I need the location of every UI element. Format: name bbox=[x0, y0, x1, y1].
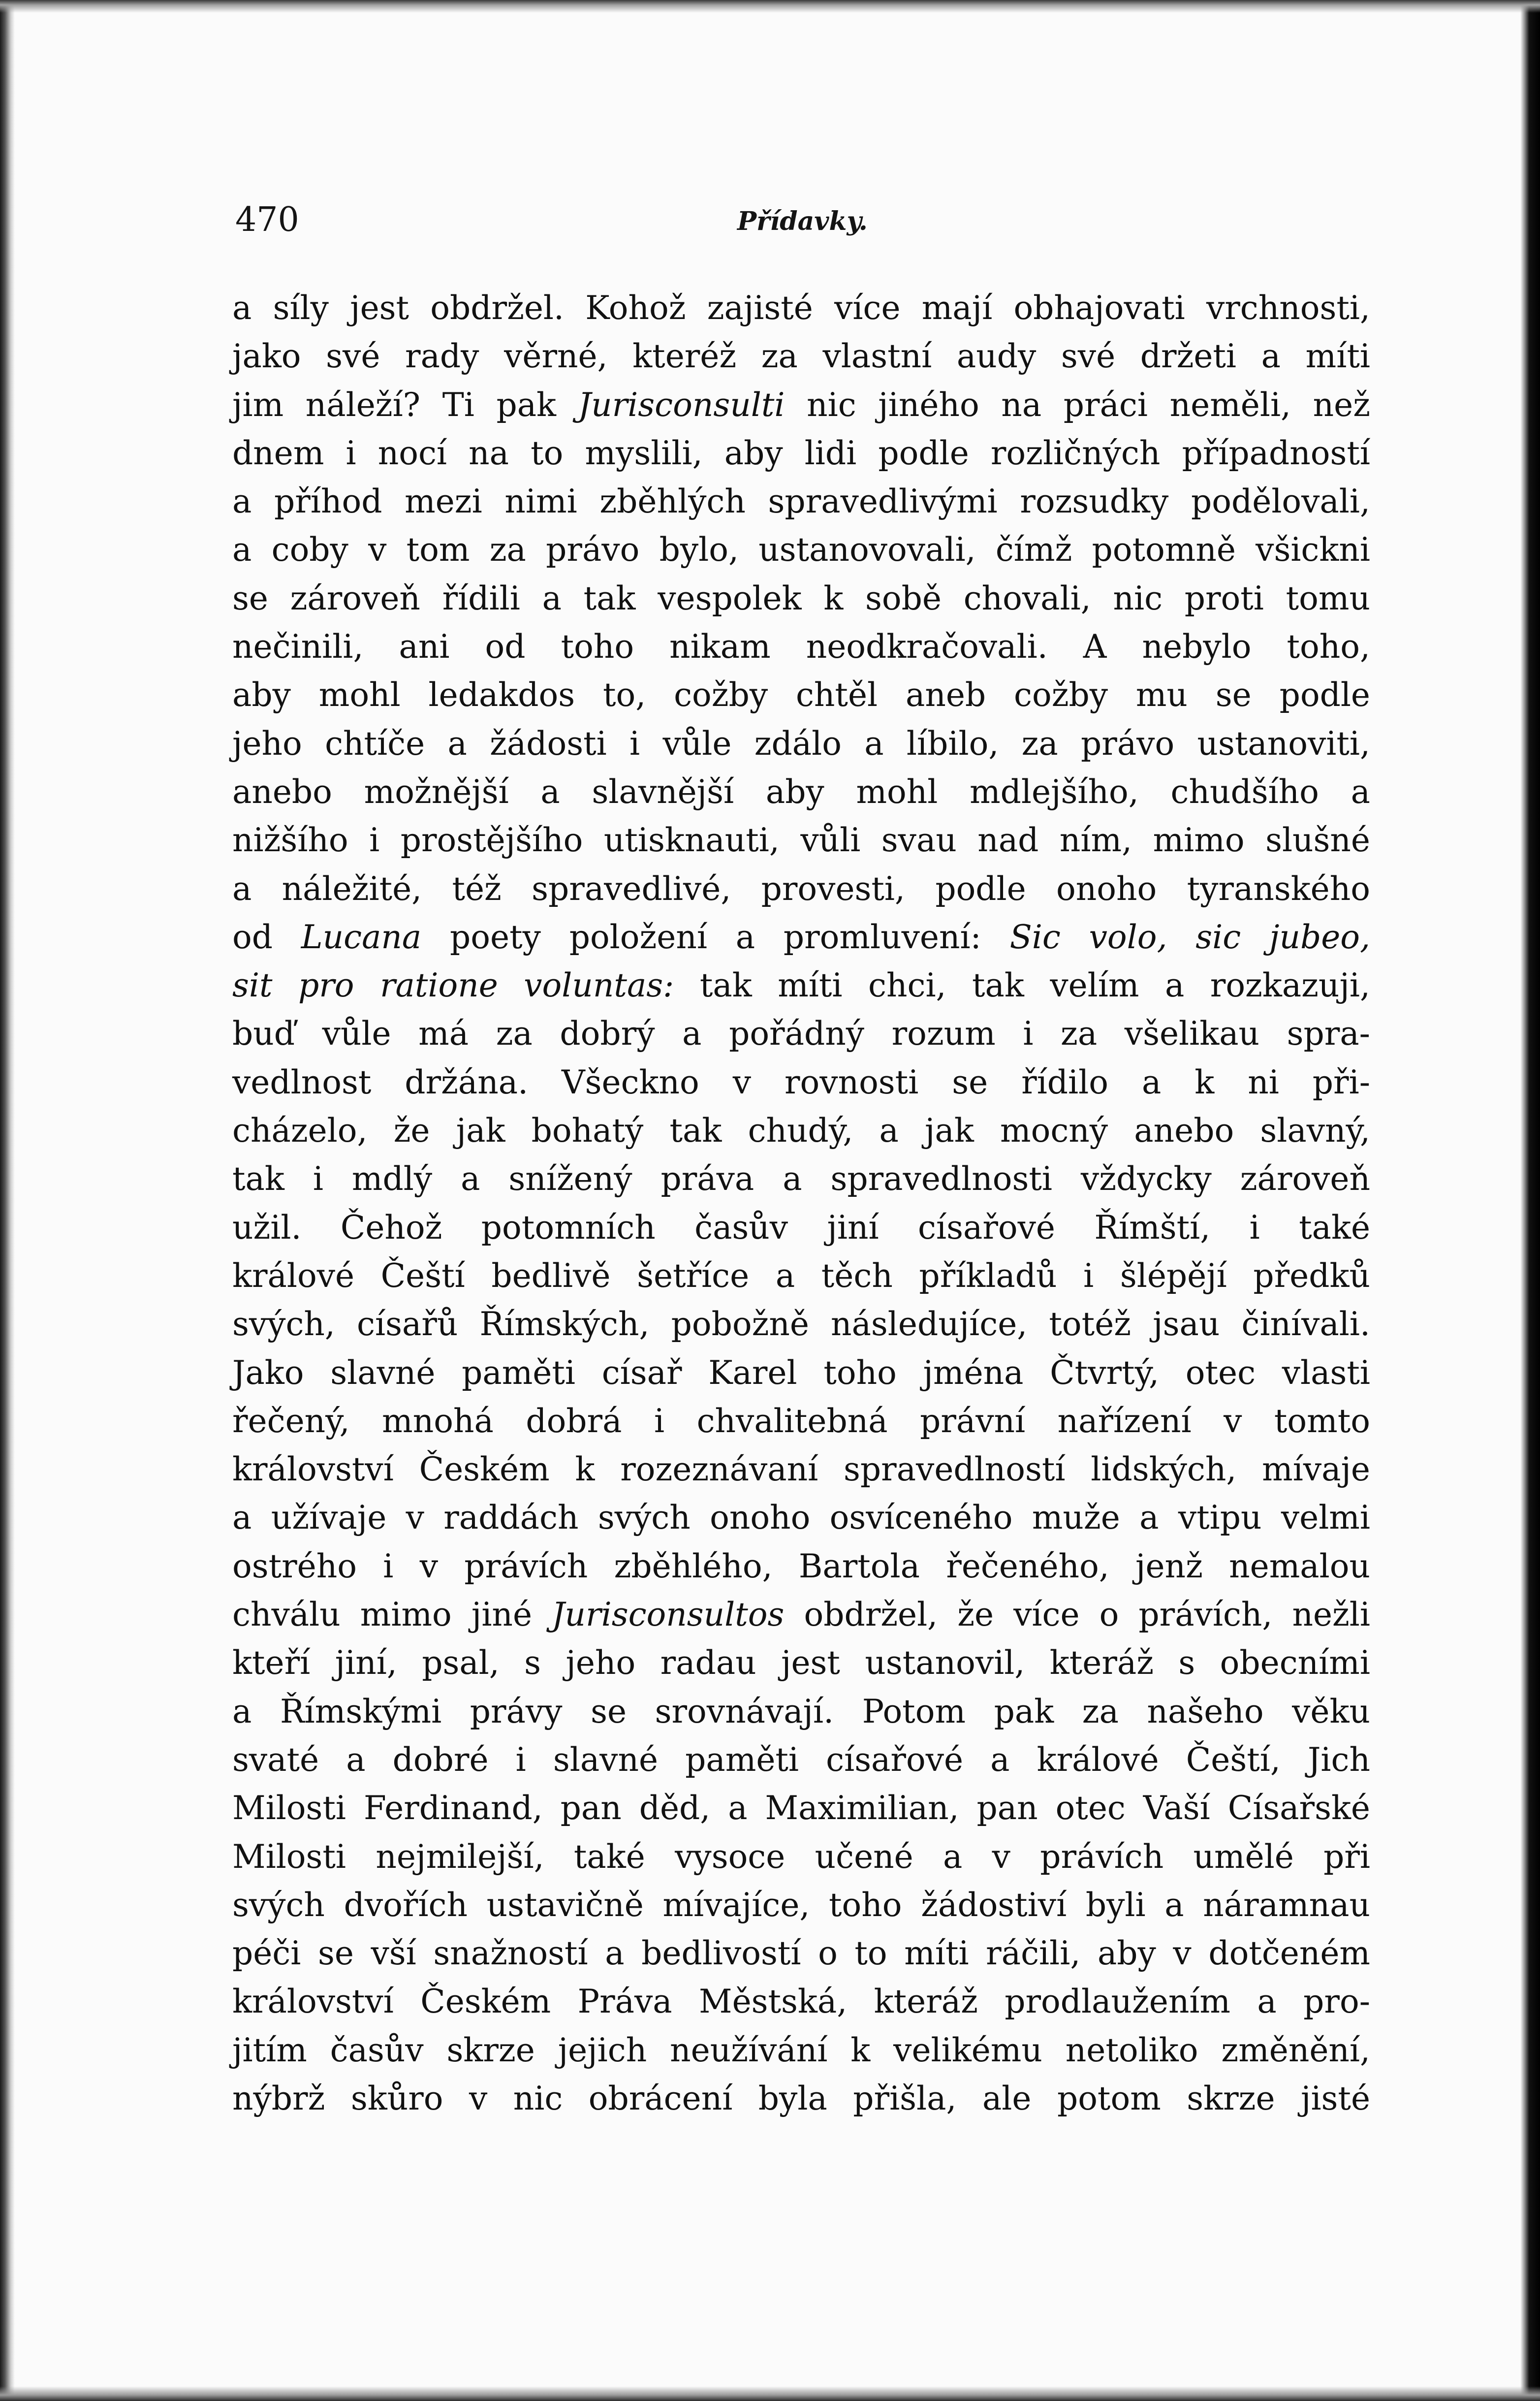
text-line bbox=[232, 1929, 1370, 1978]
text-line bbox=[232, 1300, 1370, 1348]
text-segment: království Českém k rozeznávaní spravedlností lidských, mívaje bbox=[232, 1450, 1370, 1489]
text-line bbox=[232, 429, 1370, 478]
text-segment: a příhod mezi nimi zběhlých spravedlivými rozsudky podělovali, bbox=[232, 482, 1370, 521]
text-segment: tak míti chci, tak velím a rozkazuji, bbox=[674, 966, 1370, 1005]
text-segment: svých, císařů Římských, pobožně následujíce, totéž jsau činívali. bbox=[232, 1305, 1370, 1344]
text-segment: užil. Čehož potomních časův jiní císařové Římští, i také bbox=[232, 1208, 1370, 1247]
text-line bbox=[232, 332, 1370, 381]
text-segment: vedlnost držána. Všeckno v rovnosti se řídilo a k ni při- bbox=[232, 1063, 1370, 1101]
text-segment: nižšího i prostějšího utisknauti, vůli svau nad ním, mimo slušné bbox=[232, 821, 1370, 860]
scan-edge-left bbox=[0, 0, 15, 2401]
text-segment: a užívaje v raddách svých onoho osvíceného muže a vtipu velmi bbox=[232, 1499, 1370, 1537]
text-line bbox=[232, 671, 1370, 719]
text-segment: Milosti Ferdinand, pan děd, a Maximilian, pan otec Vaší Císařské bbox=[232, 1789, 1370, 1827]
text-line bbox=[232, 1058, 1370, 1107]
text-segment: kteří jiní, psal, s jeho radau jest ustanovil, kteráž s obecními bbox=[232, 1644, 1370, 1682]
text-segment: království Českém Práva Městská, kteráž prodlaužením a pro- bbox=[232, 1983, 1370, 2021]
text-segment: a coby v tom za právo bylo, ustanovovali, čímž potomně všickni bbox=[232, 531, 1370, 569]
text-line bbox=[232, 478, 1370, 526]
text-segment: svých dvořích ustavičně mívajíce, toho žádostiví byli a náramnau bbox=[232, 1886, 1370, 1924]
scan-edge-bottom bbox=[0, 2386, 1540, 2401]
text-segment: jeho chtíče a žádosti i vůle zdálo a líbilo, za právo ustanoviti, bbox=[232, 724, 1370, 763]
text-segment: dnem i nocí na to myslili, aby lidi podle rozličných případností bbox=[232, 434, 1370, 472]
text-line bbox=[232, 961, 1370, 1010]
text-line bbox=[232, 720, 1370, 768]
text-line bbox=[232, 1397, 1370, 1445]
text-line bbox=[232, 1784, 1370, 1832]
text-segment: a Římskými právy se srovnávají. Potom pak za našeho věku bbox=[232, 1692, 1370, 1730]
text-segment: ostrého i v právích zběhlého, Bartola řečeného, jenž nemalou bbox=[232, 1547, 1370, 1585]
text-segment: jitím časův skrze jejich neužívání k velikému netoliko změnění, bbox=[232, 2031, 1370, 2069]
text-segment: Milosti nejmilejší, také vysoce učené a v právích umělé při bbox=[232, 1837, 1370, 1876]
text-line bbox=[232, 2075, 1370, 2123]
text-segment: péči se vší snažností a bedlivostí o to míti ráčili, aby v dotčeném bbox=[232, 1934, 1370, 1973]
running-head: Přídavky. bbox=[737, 206, 868, 236]
text-line bbox=[232, 1833, 1370, 1881]
text-line bbox=[232, 1445, 1370, 1494]
text-line bbox=[232, 575, 1370, 623]
text-line bbox=[232, 913, 1370, 961]
text-line bbox=[232, 2026, 1370, 2075]
italic-phrase: Sic volo, sic jubeo, bbox=[1009, 918, 1370, 956]
text-line bbox=[232, 1639, 1370, 1687]
text-segment: buď vůle má za dobrý a pořádný rozum i za všelikau spra- bbox=[232, 1015, 1370, 1053]
italic-phrase: Lucana bbox=[301, 918, 422, 956]
text-line bbox=[232, 1881, 1370, 1929]
text-segment: chválu mimo jiné bbox=[232, 1596, 552, 1634]
text-segment: poety položení a promluvení: bbox=[421, 918, 1010, 956]
text-segment: jako své rady věrné, kteréž za vlastní audy své držeti a míti bbox=[232, 337, 1370, 376]
text-line bbox=[232, 1591, 1370, 1639]
text-line bbox=[232, 1736, 1370, 1784]
text-segment: cházelo, že jak bohatý tak chudý, a jak mocný anebo slavný, bbox=[232, 1112, 1370, 1150]
text-line bbox=[232, 768, 1370, 816]
text-line bbox=[232, 1107, 1370, 1155]
text-line bbox=[232, 284, 1370, 332]
text-segment: a síly jest obdržel. Kohož zajisté více mají obhajovati vrchnosti, bbox=[232, 289, 1370, 327]
text-segment: nic jiného na práci neměli, než bbox=[785, 385, 1370, 424]
text-segment: řečený, mnohá dobrá i chvalitebná právní nařízení v tomto bbox=[232, 1402, 1370, 1440]
text-segment: nýbrž skůro v nic obrácení byla přišla, ale potom skrze jisté bbox=[232, 2079, 1370, 2117]
text-line bbox=[232, 381, 1370, 429]
scan-edge-top bbox=[0, 0, 1540, 13]
text-line bbox=[232, 865, 1370, 913]
text-segment: a náležité, též spravedlivé, provesti, podle onoho tyranského bbox=[232, 869, 1370, 908]
italic-phrase: sit pro ratione voluntas: bbox=[232, 966, 674, 1005]
text-segment: se zároveň řídili a tak vespolek k sobě chovali, nic proti tomu bbox=[232, 579, 1370, 617]
text-line bbox=[232, 1688, 1370, 1736]
text-segment: Jako slavné paměti císař Karel toho jména Čtvrtý, otec vlasti bbox=[232, 1353, 1370, 1392]
text-segment: králové Čeští bedlivě šetříce a těch příkladů i šlépějí předků bbox=[232, 1256, 1370, 1295]
body-text bbox=[232, 284, 1370, 2123]
text-segment: tak i mdlý a snížený práva a spravedlnosti vždycky zároveň bbox=[232, 1160, 1370, 1198]
text-segment: aby mohl ledakdos to, cožby chtěl aneb cožby mu se podle bbox=[232, 676, 1370, 714]
page-number: 470 bbox=[235, 200, 299, 239]
text-line bbox=[232, 1494, 1370, 1542]
text-line bbox=[232, 623, 1370, 671]
text-line bbox=[232, 1978, 1370, 2026]
text-line bbox=[232, 1252, 1370, 1300]
italic-phrase: Jurisconsulti bbox=[578, 385, 785, 424]
text-line bbox=[232, 816, 1370, 864]
text-segment: jim náleží? Ti pak bbox=[232, 385, 578, 424]
italic-phrase: Jurisconsultos bbox=[552, 1596, 785, 1634]
text-segment: od bbox=[232, 918, 301, 956]
text-line bbox=[232, 1542, 1370, 1591]
text-segment: obdržel, že více o právích, nežli bbox=[784, 1596, 1371, 1634]
text-line bbox=[232, 1010, 1370, 1058]
text-line bbox=[232, 526, 1370, 574]
text-segment: nečinili, ani od toho nikam neodkračovali. A nebylo toho, bbox=[232, 628, 1370, 666]
page-header bbox=[235, 198, 880, 242]
text-line bbox=[232, 1155, 1370, 1203]
text-segment: svaté a dobré i slavné paměti císařové a králové Čeští, Jich bbox=[232, 1740, 1370, 1779]
text-segment: anebo možnější a slavnější aby mohl mdlejšího, chudšího a bbox=[232, 772, 1370, 811]
text-line bbox=[232, 1204, 1370, 1252]
scan-edge-right bbox=[1520, 0, 1540, 2401]
text-line bbox=[232, 1349, 1370, 1397]
